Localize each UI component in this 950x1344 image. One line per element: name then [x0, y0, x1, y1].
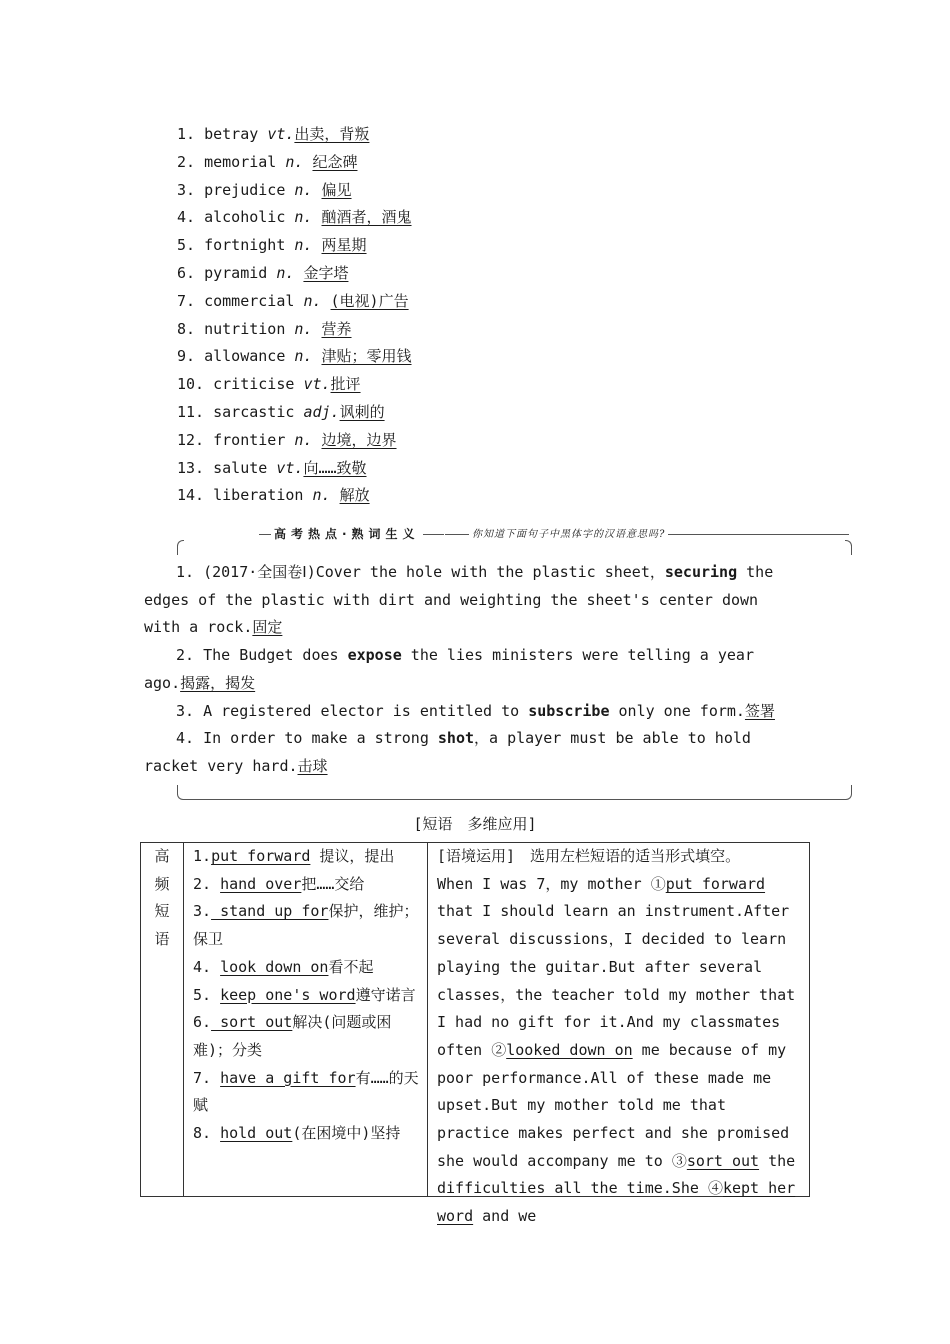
vocab-word: pyramid	[204, 263, 268, 282]
phrase-meaning: 解决(问题或困难)；分类	[193, 1013, 392, 1059]
sentence-text: In order to make a strong	[203, 729, 438, 748]
vocab-meaning: 批评	[330, 375, 361, 394]
vocab-item	[177, 149, 412, 177]
vocab-num: 9.	[177, 347, 196, 366]
vocab-word: fortnight	[204, 236, 286, 255]
vocab-num: 3.	[177, 180, 196, 199]
phrase-section-heading: [短语 多维应用]	[413, 815, 537, 833]
usage-instruction: [语境运用] 选用左栏短语的适当形式填空。	[437, 847, 741, 865]
vocab-word: commercial	[204, 291, 295, 310]
phrase-meaning: 有……的天赋	[193, 1068, 419, 1115]
phrase-item	[193, 1065, 423, 1120]
hot-word-item	[144, 698, 794, 726]
phrase: put forward	[211, 847, 311, 865]
vocab-pos: n.	[285, 152, 304, 171]
label-cell	[141, 843, 184, 1197]
vocab-item	[177, 316, 412, 344]
phrase-table	[140, 842, 810, 1226]
vocab-item	[177, 288, 412, 316]
phrase: have a gift for	[220, 1068, 356, 1087]
sentence-text: A registered elector is entitled to	[203, 701, 529, 720]
vocab-item	[177, 482, 412, 510]
sentence-text: the edges of the plastic with dirt and weighting the sheet's center down with a rock.	[144, 563, 774, 637]
vocab-pos: vt.	[276, 458, 304, 477]
blank-answer: kept her word	[437, 1179, 796, 1226]
vocab-item	[177, 399, 412, 427]
phrase: hold out	[220, 1124, 293, 1143]
vocab-num: 13.	[177, 458, 205, 477]
hot-word-item	[144, 559, 794, 642]
vocab-item	[177, 232, 412, 260]
phrase-item	[193, 1120, 423, 1148]
phrase: hand over	[220, 874, 302, 893]
vocab-meaning: 讽刺的	[339, 402, 385, 421]
vocabulary-list	[177, 121, 412, 510]
vocab-num: 7.	[177, 291, 196, 310]
vocab-meaning: 偏见	[321, 180, 352, 199]
vocab-pos: n.	[294, 347, 313, 366]
table-row	[141, 843, 810, 1197]
phrase-item	[193, 843, 423, 871]
bold-word: securing	[664, 563, 738, 581]
phrase-meaning: 看不起	[328, 957, 374, 976]
sentence-text: ，a player must be able to hold racket very hard.	[144, 729, 751, 775]
phrase: sort out	[211, 1013, 293, 1032]
vocab-meaning: 解放	[339, 486, 370, 505]
vocab-pos: n.	[294, 319, 313, 338]
sentence-text: only one form.	[609, 701, 745, 720]
vocab-word: liberation	[213, 486, 304, 505]
vocab-pos: adj.	[303, 402, 340, 421]
answer: 签署	[744, 701, 775, 720]
phrase: keep one's word	[220, 985, 356, 1004]
section-box-bottom	[177, 786, 852, 800]
vocab-word: frontier	[213, 430, 286, 449]
phrase-item	[193, 982, 423, 1010]
vocab-pos: n.	[303, 291, 322, 310]
vocab-item	[177, 177, 412, 205]
phrase: stand up for	[211, 902, 329, 921]
banner-corner-left	[177, 540, 184, 555]
phrase-num: 7.	[193, 1068, 212, 1087]
phrase-num: 6.	[193, 1013, 212, 1032]
vocab-meaning: 津贴；零用钱	[321, 347, 412, 366]
label-text: 高频短语	[154, 847, 170, 949]
vocab-pos: n.	[294, 236, 313, 255]
vocab-item	[177, 260, 412, 288]
vocab-num: 14.	[177, 486, 205, 505]
vocab-word: alcoholic	[204, 208, 286, 227]
phrase-num: 2.	[193, 874, 212, 893]
phrase-num: 4.	[193, 957, 212, 976]
vocab-word: betray	[204, 125, 259, 143]
passage-text: When I was 7，my mother	[437, 874, 651, 893]
phrase-meaning: 把……交给	[301, 874, 365, 893]
vocab-item	[177, 121, 412, 149]
answer: 固定	[252, 618, 283, 637]
vocab-pos: n.	[276, 263, 295, 282]
vocab-meaning: 两星期	[321, 236, 367, 255]
vocab-word: nutrition	[204, 319, 286, 338]
phrase-item	[193, 1009, 423, 1064]
vocab-word: salute	[213, 458, 268, 477]
blank-marker: ③	[671, 1151, 687, 1170]
vocab-item	[177, 427, 412, 455]
banner-hint: 你知道下面句子中黑体字的汉语意思吗?	[469, 525, 668, 540]
usage-passage	[428, 843, 809, 1226]
hot-word-num: 3.	[176, 701, 195, 720]
box-bottom-rule	[183, 799, 846, 800]
vocab-word: sarcastic	[213, 402, 295, 421]
vocab-meaning: 金字塔	[303, 263, 349, 282]
vocab-num: 11.	[177, 402, 205, 421]
vocab-num: 2.	[177, 152, 196, 171]
vocab-meaning: 边境，边界	[321, 430, 397, 449]
phrase-num: 1.	[193, 847, 212, 865]
passage-text: and we	[473, 1207, 537, 1226]
vocab-meaning: 营养	[321, 319, 352, 338]
vocab-pos: vt.	[267, 125, 295, 143]
bold-word: expose	[347, 646, 402, 665]
vocab-pos: n.	[294, 430, 313, 449]
banner-corner-right	[845, 540, 852, 555]
phrase-item	[193, 871, 423, 899]
vocab-pos: n.	[312, 486, 331, 505]
vocab-word: prejudice	[204, 180, 286, 199]
hot-word-item	[144, 725, 794, 780]
hot-word-num: 4.	[176, 729, 195, 748]
phrase-num: 8.	[193, 1124, 212, 1143]
phrase-num: 5.	[193, 985, 212, 1004]
vocab-pos: n.	[294, 208, 313, 227]
answer: 揭露，揭发	[180, 673, 256, 692]
hot-word-num: 1.	[176, 563, 195, 581]
vocab-meaning: 酗酒者，酒鬼	[321, 208, 412, 227]
phrase-meaning: 保护，维护；保卫	[193, 902, 419, 949]
blank-answer: sort out	[686, 1151, 760, 1170]
passage-text: me because of my poor performance.All of these made me upset.But my mother told me that practice makes perfect and she promised she would accompany me to	[437, 1040, 790, 1170]
vocab-num: 4.	[177, 208, 196, 227]
vocab-num: 1.	[177, 125, 196, 143]
hot-word-num: 2.	[176, 646, 195, 665]
phrase: look down on	[220, 957, 329, 976]
sentence-text: The Budget does	[203, 646, 348, 665]
phrase-meaning: (在困境中)坚持	[292, 1124, 401, 1143]
hot-word-item	[144, 642, 794, 697]
phrase-item	[193, 898, 423, 953]
blank-marker: ①	[650, 874, 666, 893]
vocab-item	[177, 371, 412, 399]
blank-answer: put forward	[665, 874, 766, 893]
sentence-text: (2017·全国卷Ⅰ)Cover the hole with the plastic sheet，	[203, 563, 665, 581]
blank-answer: looked down on	[506, 1040, 633, 1059]
vocab-pos: vt.	[303, 375, 331, 394]
vocab-num: 6.	[177, 263, 196, 282]
usage-cell	[428, 843, 810, 1226]
vocab-meaning: 向……致敬	[303, 458, 367, 477]
sentence-text: the lies ministers were telling a year ago.	[144, 646, 754, 692]
phrase-meaning: 提议，提出	[310, 847, 395, 865]
passage-text: that I should learn an instrument.After several discussions，I decided to learn playing the guitar.But after several classes，the teacher told my mother that I had no gift for it.And my classmates often	[437, 902, 796, 1059]
phrase-meaning: 遵守诺言	[355, 985, 416, 1004]
vocab-num: 5.	[177, 236, 196, 255]
vocab-item	[177, 455, 412, 483]
vocab-meaning: 出卖，背叛	[294, 125, 370, 143]
passage-text: the difficulties all the time.She	[437, 1151, 796, 1198]
vocab-meaning: 纪念碑	[312, 152, 358, 171]
vocab-num: 8.	[177, 319, 196, 338]
box-corner-left	[177, 785, 184, 800]
vocab-num: 10.	[177, 375, 205, 394]
vocab-meaning: (电视)广告	[330, 291, 409, 310]
vocab-item	[177, 204, 412, 232]
bold-word: shot	[437, 729, 475, 748]
phrases-cell	[184, 843, 428, 1197]
section-banner	[177, 520, 852, 556]
blank-marker: ④	[707, 1179, 723, 1198]
vocab-num: 12.	[177, 430, 205, 449]
banner-title: 高考热点·熟词生义	[271, 525, 423, 542]
vocab-pos: n.	[294, 180, 313, 199]
bold-word: subscribe	[528, 701, 610, 720]
phrase-num: 3.	[193, 902, 212, 921]
vocab-item	[177, 343, 412, 371]
hot-word-sentences	[144, 559, 794, 781]
answer: 击球	[297, 756, 328, 775]
vocab-word: memorial	[204, 152, 277, 171]
phrase-item	[193, 954, 423, 982]
vocab-word: allowance	[204, 347, 286, 366]
vocab-word: criticise	[213, 375, 295, 394]
blank-marker: ②	[491, 1040, 507, 1059]
box-corner-right	[845, 785, 852, 800]
